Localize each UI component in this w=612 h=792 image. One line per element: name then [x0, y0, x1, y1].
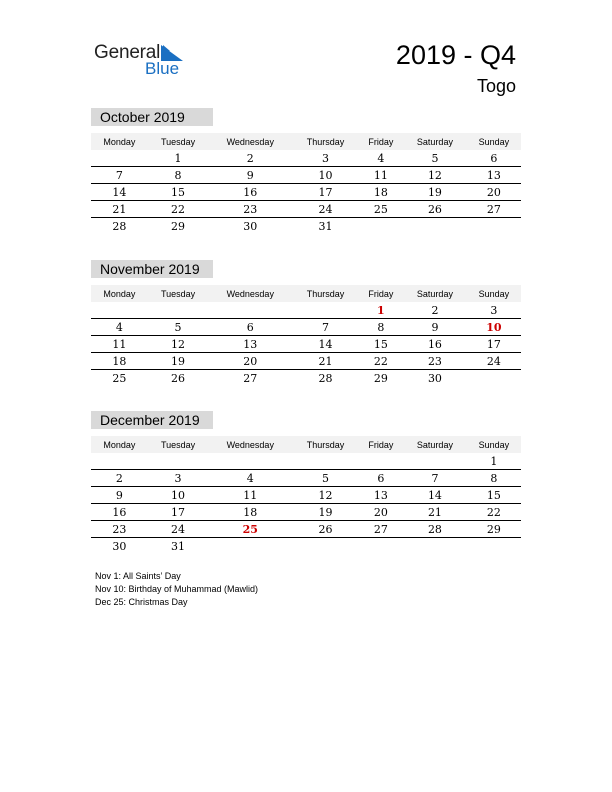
- weekday-label: Thursday: [292, 133, 358, 150]
- weekday-label: Monday: [91, 436, 148, 453]
- weekday-label: Saturday: [403, 436, 467, 453]
- day-cell: 23: [91, 521, 148, 538]
- day-cell: 18: [208, 504, 292, 521]
- day-cell: 5: [403, 150, 467, 167]
- day-cell: 12: [148, 336, 209, 353]
- day-cell: 26: [171, 371, 186, 385]
- day-cell: 27: [243, 371, 258, 385]
- weekday-label: Tuesday: [148, 436, 209, 453]
- day-cell: 16: [208, 184, 292, 201]
- weekday-label: Monday: [91, 133, 148, 150]
- weekday-label: Sunday: [467, 285, 521, 302]
- day-cell: 29: [467, 521, 521, 538]
- day-cell: [467, 370, 521, 387]
- day-cell: 15: [148, 184, 209, 201]
- week-row: [91, 453, 521, 470]
- month-december: [91, 411, 521, 554]
- week-row: [91, 504, 521, 521]
- day-cell: 28: [318, 371, 333, 385]
- weekday-label: Tuesday: [148, 285, 209, 302]
- week-row: [91, 336, 521, 353]
- day-cell: 29: [171, 219, 186, 233]
- day-cell: [359, 453, 403, 470]
- day-cell: [359, 218, 403, 235]
- day-cell: 1: [359, 302, 403, 319]
- day-cell: 1: [467, 453, 521, 470]
- day-cell: 9: [208, 167, 292, 184]
- day-cell: 6: [467, 150, 521, 167]
- day-cell: 23: [403, 353, 467, 370]
- day-cell: 9: [91, 487, 148, 504]
- week-row: [91, 167, 521, 184]
- day-cell: 23: [208, 201, 292, 218]
- day-cell: 14: [403, 487, 467, 504]
- day-cell: [208, 302, 292, 319]
- week-row: [91, 201, 521, 218]
- day-cell: 3: [148, 470, 209, 487]
- day-cell: 20: [359, 504, 403, 521]
- logo: [94, 42, 194, 82]
- day-cell: 12: [403, 167, 467, 184]
- weekday-label: Sunday: [467, 133, 521, 150]
- day-cell: 7: [91, 167, 148, 184]
- day-cell: 22: [359, 353, 403, 370]
- quarter-title: 2019 - Q4: [395, 40, 516, 70]
- day-cell: 16: [403, 336, 467, 353]
- day-cell: 25: [359, 201, 403, 218]
- day-cell: [467, 538, 521, 555]
- weekday-label: Saturday: [403, 285, 467, 302]
- holiday-notes: [95, 570, 258, 609]
- week-row: [91, 218, 521, 235]
- day-cell: 16: [91, 504, 148, 521]
- day-cell: 8: [467, 470, 521, 487]
- weekday-label: Saturday: [403, 133, 467, 150]
- weekday-label: Wednesday: [208, 133, 292, 150]
- day-cell: 14: [91, 184, 148, 201]
- day-cell: [208, 453, 292, 470]
- weekday-header-row: [91, 133, 521, 150]
- day-cell: 17: [292, 184, 358, 201]
- day-cell: [359, 538, 403, 555]
- calendar-table: [91, 436, 521, 554]
- month-title: October 2019: [91, 108, 213, 126]
- day-cell: 7: [292, 319, 358, 336]
- day-cell: 5: [148, 319, 209, 336]
- month-october: [91, 108, 521, 234]
- day-cell: 19: [148, 353, 209, 370]
- weekday-label: Friday: [359, 133, 403, 150]
- day-cell: 24: [148, 521, 209, 538]
- calendar-table: [91, 133, 521, 234]
- day-cell: 25: [112, 371, 127, 385]
- weekday-label: Wednesday: [208, 285, 292, 302]
- day-cell: 21: [292, 353, 358, 370]
- week-row: [91, 353, 521, 370]
- week-row: [91, 319, 521, 336]
- day-cell: 17: [467, 336, 521, 353]
- logo-general-text: General: [94, 42, 161, 63]
- day-cell: 26: [292, 521, 358, 538]
- weekday-label: Friday: [359, 436, 403, 453]
- month-november: [91, 260, 521, 386]
- day-cell: 20: [467, 184, 521, 201]
- day-cell: 28: [112, 219, 127, 233]
- weekday-header-row: [91, 285, 521, 302]
- week-row: [91, 150, 521, 167]
- day-cell: [148, 302, 209, 319]
- day-cell: 14: [292, 336, 358, 353]
- weekday-label: Thursday: [292, 285, 358, 302]
- weekday-label: Friday: [359, 285, 403, 302]
- day-cell: 22: [148, 201, 209, 218]
- day-cell: [208, 538, 292, 555]
- week-row: [91, 302, 521, 319]
- day-cell: 27: [359, 521, 403, 538]
- day-cell: 28: [403, 521, 467, 538]
- day-cell: 8: [148, 167, 209, 184]
- weekday-label: Monday: [91, 285, 148, 302]
- day-cell: 15: [467, 487, 521, 504]
- day-cell: 20: [208, 353, 292, 370]
- day-cell: 21: [91, 201, 148, 218]
- day-cell: 6: [359, 470, 403, 487]
- day-cell: 3: [292, 150, 358, 167]
- day-cell: [91, 302, 148, 319]
- day-cell: 11: [91, 336, 148, 353]
- day-cell: 13: [208, 336, 292, 353]
- day-cell: 26: [403, 201, 467, 218]
- day-cell: [148, 453, 209, 470]
- day-cell: 10: [467, 319, 521, 336]
- day-cell: [467, 218, 521, 235]
- day-cell: 24: [467, 353, 521, 370]
- day-cell: 13: [359, 487, 403, 504]
- week-row: [91, 521, 521, 538]
- logo-blue-text: Blue: [145, 59, 180, 78]
- month-title: December 2019: [91, 411, 213, 429]
- day-cell: 30: [427, 371, 442, 385]
- day-cell: 10: [148, 487, 209, 504]
- month-title: November 2019: [91, 260, 213, 278]
- holiday-note: Nov 1: All Saints’ Day: [95, 571, 181, 581]
- week-row: [91, 487, 521, 504]
- day-cell: 8: [359, 319, 403, 336]
- day-cell: 18: [359, 184, 403, 201]
- day-cell: [91, 453, 148, 470]
- holiday-note: Dec 25: Christmas Day: [95, 597, 188, 607]
- day-cell: 19: [292, 504, 358, 521]
- day-cell: 2: [208, 150, 292, 167]
- week-row: [91, 470, 521, 487]
- day-cell: 9: [403, 319, 467, 336]
- day-cell: 31: [171, 539, 186, 553]
- day-cell: 10: [292, 167, 358, 184]
- weekday-label: Thursday: [292, 436, 358, 453]
- week-row: [91, 370, 521, 387]
- day-cell: [403, 538, 467, 555]
- day-cell: 4: [359, 150, 403, 167]
- day-cell: 17: [148, 504, 209, 521]
- day-cell: [403, 218, 467, 235]
- day-cell: [403, 453, 467, 470]
- day-cell: [292, 453, 358, 470]
- holiday-note: Nov 10: Birthday of Muhammad (Mawlid): [95, 584, 259, 594]
- day-cell: 15: [359, 336, 403, 353]
- day-cell: 13: [467, 167, 521, 184]
- day-cell: 4: [91, 319, 148, 336]
- country-name: Togo: [476, 76, 516, 96]
- day-cell: 2: [91, 470, 148, 487]
- day-cell: 21: [403, 504, 467, 521]
- day-cell: 7: [403, 470, 467, 487]
- day-cell: 12: [292, 487, 358, 504]
- day-cell: 27: [467, 201, 521, 218]
- day-cell: 18: [91, 353, 148, 370]
- day-cell: 5: [292, 470, 358, 487]
- day-cell: 6: [208, 319, 292, 336]
- day-cell: 3: [467, 302, 521, 319]
- day-cell: 4: [208, 470, 292, 487]
- weekday-label: Sunday: [467, 436, 521, 453]
- week-row: [91, 184, 521, 201]
- day-cell: 29: [373, 371, 388, 385]
- day-cell: 30: [112, 539, 127, 553]
- day-cell: [91, 150, 148, 167]
- day-cell: 2: [403, 302, 467, 319]
- day-cell: 24: [292, 201, 358, 218]
- weekday-label: Wednesday: [208, 436, 292, 453]
- day-cell: 11: [359, 167, 403, 184]
- day-cell: 19: [403, 184, 467, 201]
- day-cell: [292, 302, 358, 319]
- day-cell: 31: [318, 219, 333, 233]
- weekday-header-row: [91, 436, 521, 453]
- week-row: [91, 538, 521, 555]
- day-cell: 25: [208, 521, 292, 538]
- day-cell: 11: [208, 487, 292, 504]
- day-cell: 22: [467, 504, 521, 521]
- day-cell: 1: [148, 150, 209, 167]
- day-cell: 30: [243, 219, 258, 233]
- weekday-label: Tuesday: [148, 133, 209, 150]
- day-cell: [292, 538, 358, 555]
- calendar-table: [91, 285, 521, 386]
